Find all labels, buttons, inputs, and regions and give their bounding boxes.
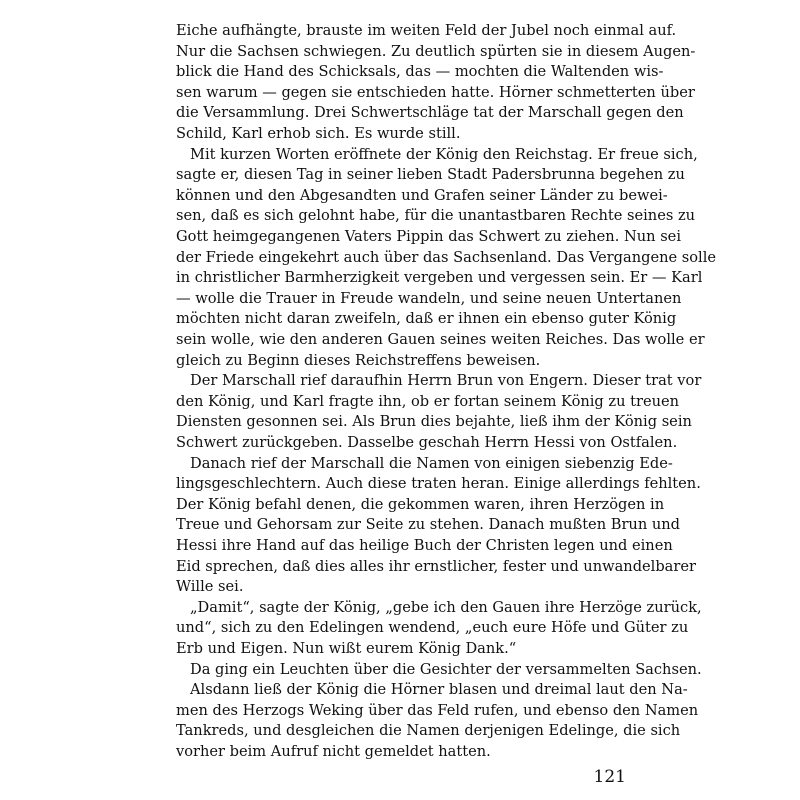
text-line: sen, daß es sich gelohnt habe, für die unantastbaren Rechte seines zu: [176, 207, 696, 225]
paragraph-start: Alsdann ließ der König die Hörner blasen und dreimal laut den Na-: [190, 681, 688, 699]
text-line: Gott heimgegangenen Vaters Pippin das Schwert zu ziehen. Nun sei: [176, 228, 681, 245]
text-line: Erb und Eigen. Nun wißt eurem König Dank.“: [176, 640, 517, 657]
text-line: in christlicher Barmherzigkeit vergeben und vergessen sein. Er — Karl: [176, 269, 703, 287]
paragraph-start: Der Marschall rief daraufhin Herrn Brun von Engern. Dieser trat vor: [190, 372, 702, 390]
text-line: können und den Abgesandten und Grafen seiner Länder zu bewei-: [176, 186, 668, 204]
paragraph-start: Da ging ein Leuchten über die Gesichter der versammelten Sachsen.: [190, 660, 702, 678]
text-line: der Friede eingekehrt auch über das Sachsenland. Das Vergangene solle: [176, 248, 716, 266]
text-line: Schwert zurückgeben. Dasselbe geschah Herrn Hessi von Ostfalen.: [176, 434, 678, 451]
paragraph-start: Mit kurzen Worten eröffnete der König den Reichstag. Er freue sich,: [190, 145, 698, 163]
text-line: den König, und Karl fragte ihn, ob er fortan seinem König zu treuen: [176, 392, 680, 410]
text-line: blick die Hand des Schicksals, das — mochten die Waltenden wis-: [176, 63, 664, 81]
text-line: sagte er, diesen Tag in seiner lieben Stadt Padersbrunna begehen zu: [176, 166, 685, 184]
paragraph-start: Danach rief der Marschall die Namen von einigen siebenzig Ede-: [190, 454, 673, 472]
text-line: men des Herzogs Weking über das Feld rufen, und ebenso den Namen: [176, 701, 699, 719]
text-line: Der König befahl denen, die gekommen waren, ihren Herzögen in: [176, 495, 665, 513]
text-line: möchten nicht daran zweifeln, daß er ihnen ein ebenso guter König: [176, 310, 677, 328]
paragraph-start: „Damit“, sagte der König, „gebe ich den Gauen ihre Herzöge zurück,: [190, 598, 702, 616]
page-number: 121: [593, 767, 626, 787]
text-line: und“, sich zu den Edelingen wendend, „euch eure Höfe und Güter zu: [176, 619, 689, 637]
text-line: Wille sei.: [176, 578, 244, 596]
text-line: die Versammlung. Drei Schwertschläge tat der Marschall gegen den: [176, 104, 684, 122]
text-line: Eiche aufhängte, brauste im weiten Feld der Jubel noch einmal auf.: [176, 22, 677, 39]
text-line: Hessi ihre Hand auf das heilige Buch der Christen legen und einen: [176, 537, 673, 554]
text-line: vorher beim Aufruf nicht gemeldet hatten.: [176, 743, 491, 760]
text-line: Diensten gesonnen sei. Als Brun dies bejahte, ließ ihm der König sein: [176, 413, 692, 431]
text-line: Tankreds, und desgleichen die Namen derjenigen Edelinge, die sich: [176, 722, 681, 740]
text-line: sen warum — gegen sie entschieden hatte. Hörner schmetterten über: [176, 83, 695, 101]
text-line: Eid sprechen, daß dies alles ihr ernstlicher, fester und unwandelbarer: [176, 557, 696, 575]
text-line: Treue und Gehorsam zur Seite zu stehen. Danach mußten Brun und: [176, 516, 681, 534]
text-line: sein wolle, wie den anderen Gauen seines weiten Reiches. Das wolle er: [176, 331, 705, 348]
text-line: Nur die Sachsen schwiegen. Zu deutlich spürten sie in diesem Augen-: [176, 42, 696, 60]
text-line: Schild, Karl erhob sich. Es wurde still.: [176, 125, 461, 142]
text-line: gleich zu Beginn dieses Reichstreffens beweisen.: [176, 351, 541, 369]
text-line: lingsgeschlechtern. Auch diese traten heran. Einige allerdings fehlten.: [176, 475, 701, 493]
text-line: — wolle die Trauer in Freude wandeln, und seine neuen Untertanen: [176, 289, 682, 307]
